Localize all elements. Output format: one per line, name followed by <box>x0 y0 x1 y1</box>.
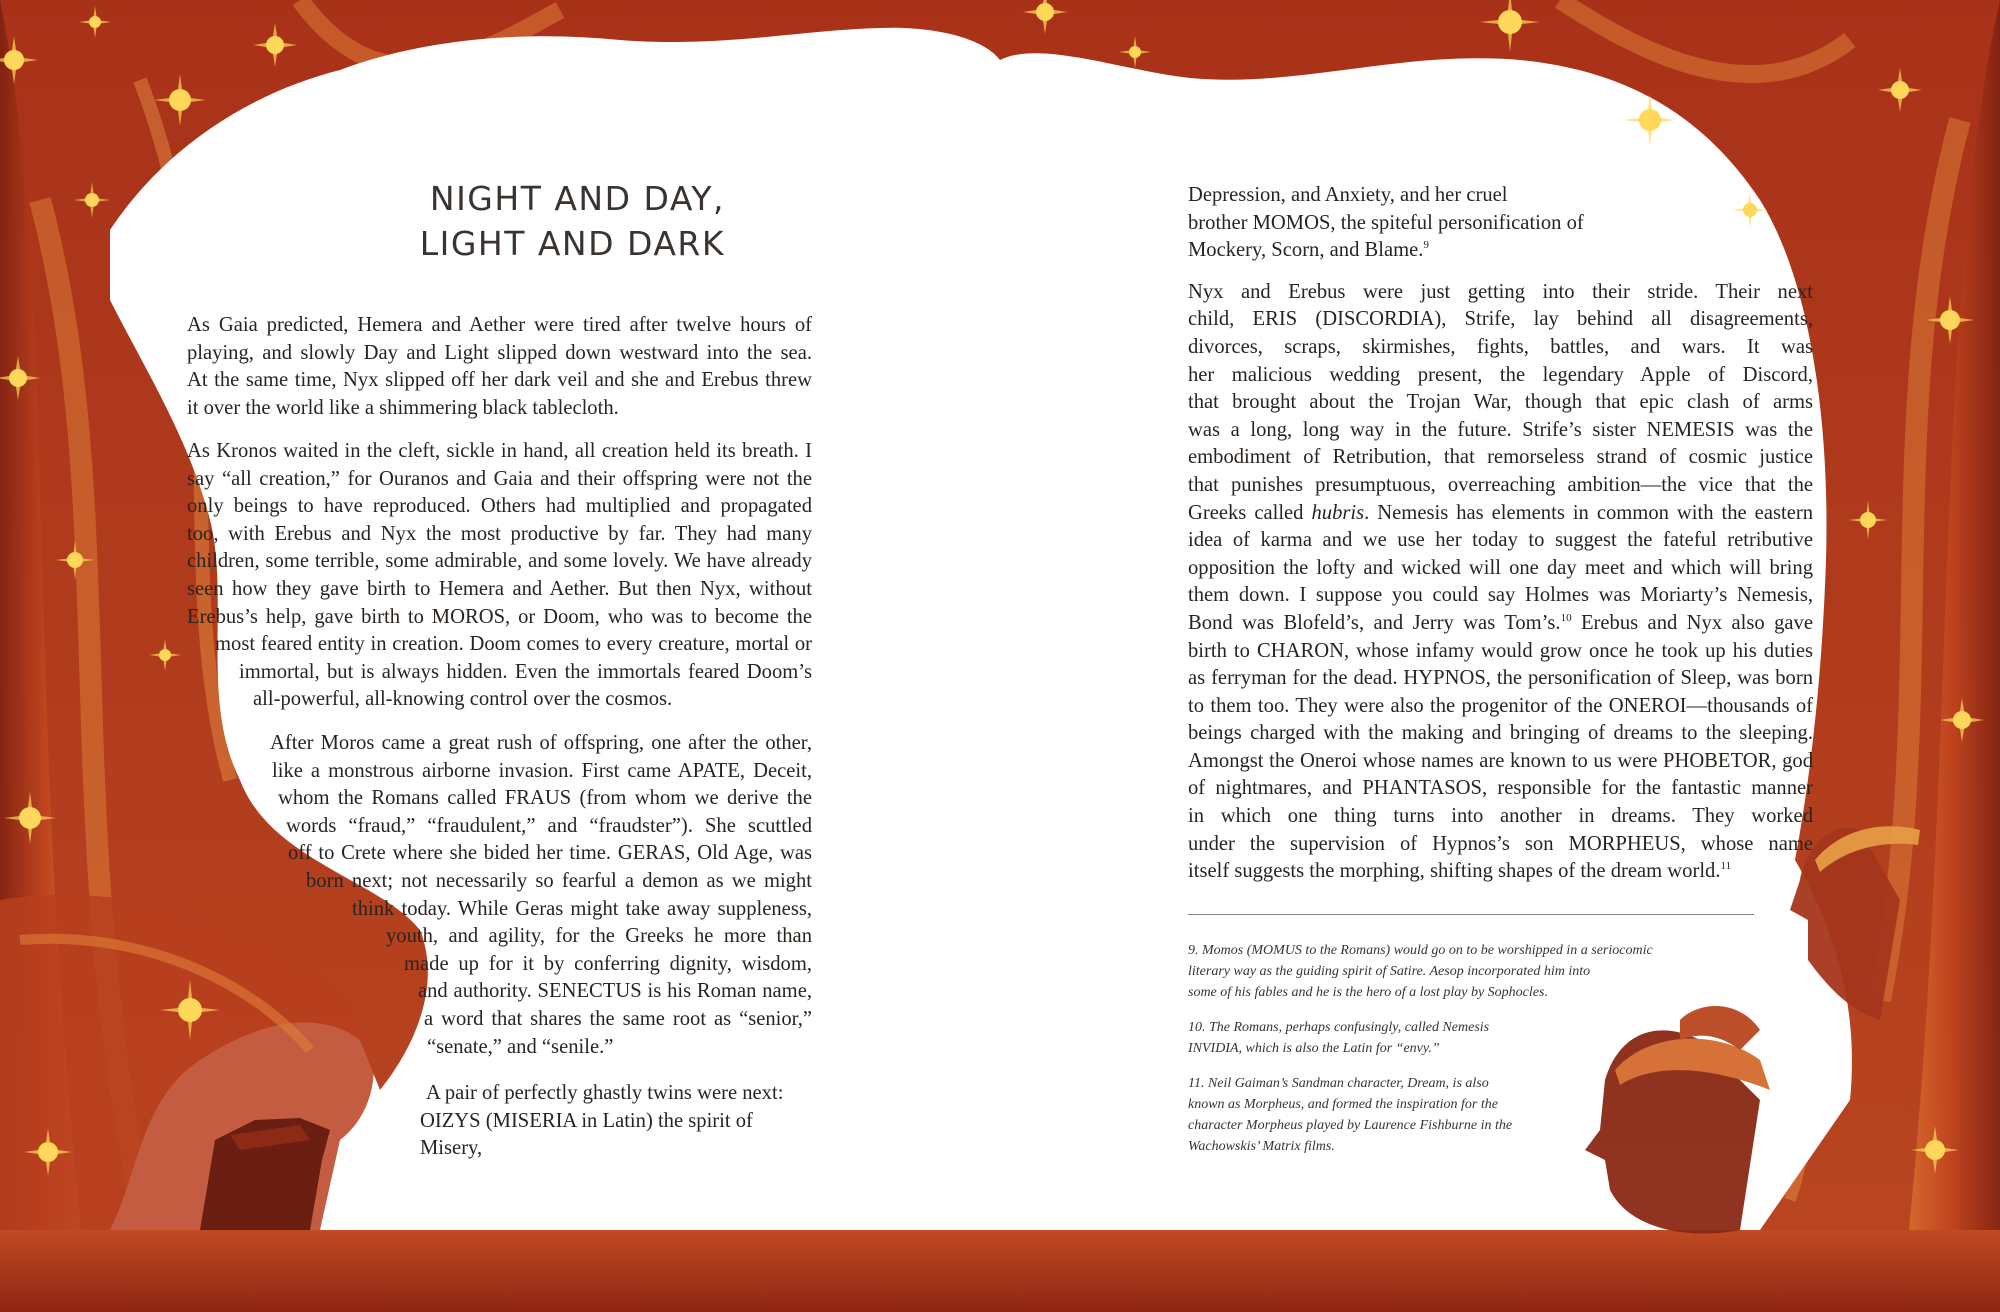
hubris-word: hubris <box>1311 501 1365 524</box>
footnote-10: 10. The Romans, perhaps confusingly, called Nemesis INVIDIA, which is also the Latin for “envy.” <box>1188 1020 1490 1056</box>
right-paragraph-2: Nyx and Erebus were just getting into their stride. Their next child, ERIS (DISCORDIA), Strife, lay behind all disagreements, divorces, scraps, skirmishes, fights, battles, and wars. It was her malicious wedding present, the legendary Apple of Discord, that brought about the Trojan War, though that epic clash of arms was a long, long way in the future. Strife’s sister NEMESIS was the embodiment of Retribution, that remorseless strand of cosmic justice that punishes presumptuous, overreaching ambition—the vice that the Greeks called hubris. Nemesis has elements in common with the eastern idea of karma and we use her today to suggest the fateful retributive opposition the lofty and wicked will one day meet and which will bring them down. I suppose you could say Holmes was Moriarty’s Nemesis, Bond was Blofeld’s, and Jerry was Tom’s.$^{10}$ Erebus and Nyx also gave birth to CHARON, whose infamy would grow once he took up his duties as ferryman for the dead. HYPNOS, the personification of Sleep, was born to them too. They were also the progenitor of the ONEROI—thousands of beings charged with the making and bringing of dreams to the sleeping. Amongst the Oneroi whose names are known to us were PHOBETOR, god of nightmares, and PHANTASOS, responsible for the fantastic manner in which one thing turns into another in dreams. They worked under the supervision of Hypnos’s son MORPHEUS, whose name itself suggests the morphing, shifting shapes of the dream world.$^{11}$ <box>1188 280 1813 883</box>
left-paragraph-4: A pair of perfectly ghastly twins were next: OIZYS (MISERIA in Latin) the spirit of Misery, <box>420 1082 784 1160</box>
left-paragraph-1: As Gaia predicted, Hemera and Aether were tired after twelve hours of playing, and slowly Day and Light slipped down westward into the sea. At the same time, Nyx slipped off her dark veil and she and Erebus threw it over the world like a shimmering black tablecloth. <box>187 314 812 419</box>
footnote-ref-9[interactable]: 9 <box>1423 239 1429 252</box>
footnote-ref-11[interactable]: 11 <box>1720 860 1732 873</box>
title-line-2: LIGHT AND DARK <box>419 224 725 263</box>
title-line-1: NIGHT AND DAY, <box>429 179 725 218</box>
right-page-text <box>1188 182 1813 900</box>
footnote-9: 9. Momos (MOMUS to the Romans) would go on to be worshipped in a seriocomic literary way as the guiding spirit of Satire. Aesop incorporated him into some of his fables and he is the hero of a lost play by Sophocles. <box>1188 943 1653 1000</box>
chapter-title <box>380 176 725 266</box>
right-paragraph-1: Depression, and Anxiety, and her cruel brother MOMOS, the spiteful personification of Mockery, Scorn, and Blame.$^9$ <box>1188 184 1584 262</box>
left-paragraph-2: As Kronos waited in the cleft, sickle in hand, all creation held its breath. I say “all creation,” for Ouranos and Gaia and their offspring were not the only beings to have reproduced. Others had multiplied and propagated too, with Erebus and Nyx the most productive by far. They had many children, some terrible, some admirable, and some lovely. We have already seen how they gave birth to Hemera and Aether. But then Nyx, without Erebus’s help, gave birth to MOROS, or Doom, who was to become the most feared entity in creation. Doom comes to every creature, mortal or immortal, but is always hidden. Even the immortals feared Doom’s all-powerful, all-knowing control over the cosmos. <box>187 440 812 711</box>
footnote-divider <box>1188 914 1754 915</box>
footnote-11: 11. Neil Gaiman’s Sandman character, Dream, is also known as Morpheus, and formed the inspiration for the character Morpheus played by Laurence Fishburne in the Wachowskis’ Matrix films. <box>1188 1076 1513 1154</box>
footnotes <box>1188 940 1653 1171</box>
footnote-ref-10[interactable]: 10 <box>1560 612 1572 625</box>
left-paragraph-3: After Moros came a great rush of offspring, one after the other, like a monstrous airborne invasion. First came APATE, Deceit, whom the Romans called FRAUS (from whom we derive the words “fraud,” “fraudulent,” and “fraudster”). She scuttled off to Crete where she bided her time. GERAS, Old Age, was born next; not necessarily so fearful a demon as we might think today. While Geras might take away suppleness, youth, and agility, for the Greeks he more than made up for it by conferring dignity, wisdom, and authority. SENECTUS is his Roman name, a word that shares the same root as “senior,” “senate,” and “senile.” <box>270 732 812 1058</box>
